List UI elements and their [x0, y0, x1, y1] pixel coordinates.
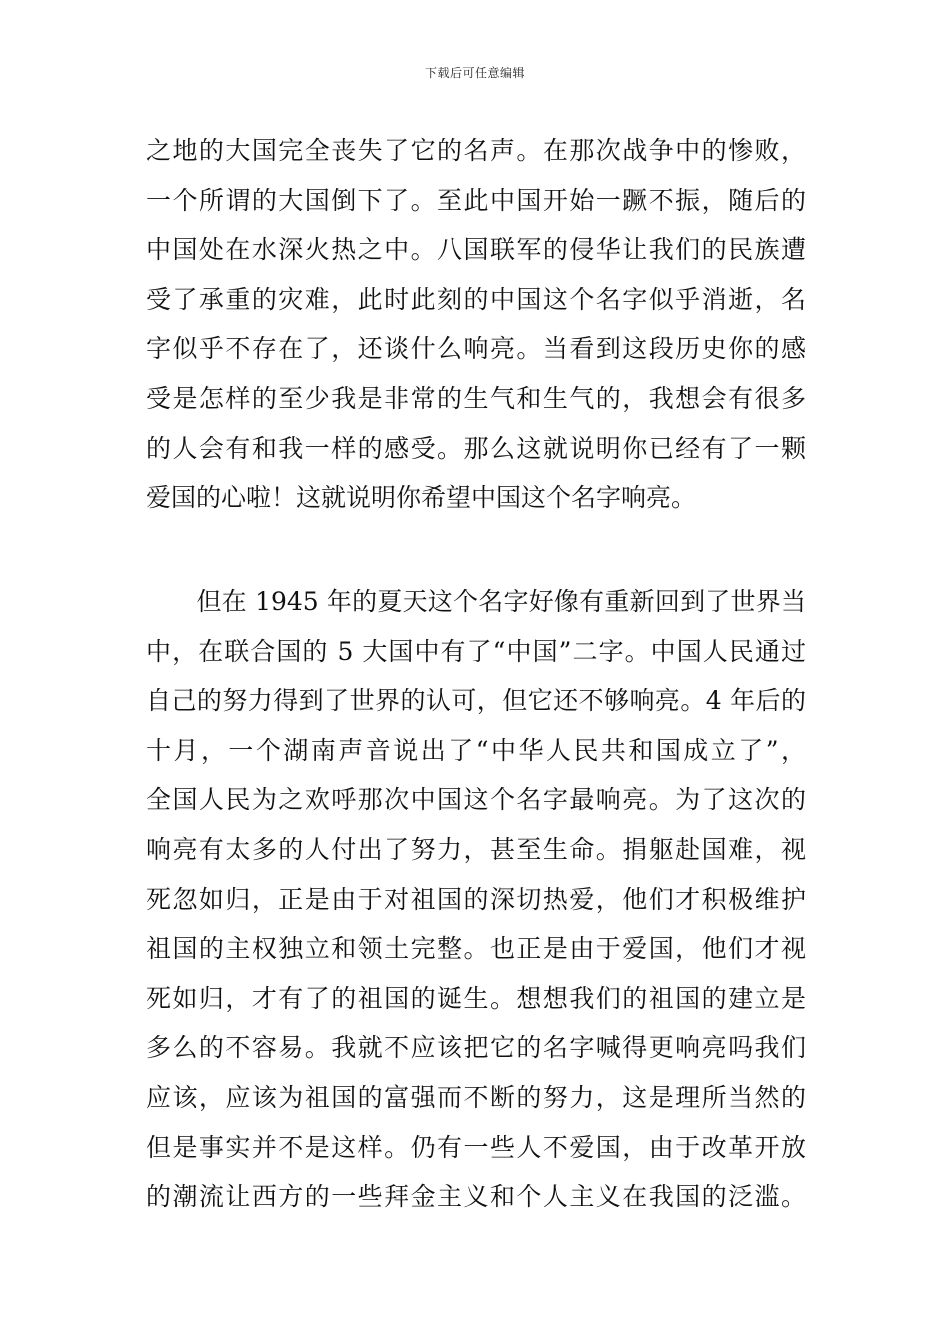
- text-line: 十月，一个湖南声音说出了“中华人民共和国成立了”，: [146, 735, 806, 765]
- text-line: 应该，应该为祖国的富强而不断的努力，这是理所当然的: [146, 1082, 806, 1112]
- text-line: 受是怎样的至少我是非常的生气和生气的，我想会有很多: [146, 383, 806, 413]
- text-line: 祖国的主权独立和领土完整。也正是由于爱国，他们才视: [146, 934, 806, 964]
- paragraph-2: [146, 577, 806, 1222]
- text-line: 中，在联合国的 5 大国中有了“中国”二字。中国人民通过: [146, 636, 806, 666]
- text-line: 响亮有太多的人付出了努力，甚至生命。捐躯赴国难，视: [146, 834, 806, 864]
- text-line: 一个所谓的大国倒下了。至此中国开始一蹶不振，随后的: [146, 185, 806, 215]
- text-line: 自己的努力得到了世界的认可，但它还不够响亮。4 年后的: [146, 686, 806, 716]
- text-line: 的人会有和我一样的感受。那么这就说明你已经有了一颗: [146, 433, 806, 463]
- paragraph-1: [146, 126, 806, 523]
- text-line: 的潮流让西方的一些拜金主义和个人主义在我国的泛滥。: [146, 1182, 806, 1212]
- text-line: 但在 1945 年的夏天这个名字好像有重新回到了世界当: [146, 587, 806, 616]
- text-line: 受了承重的灾难，此时此刻的中国这个名字似乎消逝，名: [146, 284, 806, 314]
- text-line: 多么的不容易。我就不应该把它的名字喊得更响亮吗我们: [146, 1033, 806, 1063]
- text-line: 但是事实并不是这样。仍有一些人不爱国，由于改革开放: [146, 1132, 806, 1162]
- text-line: 之地的大国完全丧失了它的名声。在那次战争中的惨败，: [146, 136, 806, 165]
- text-line: 爱国的心啦！这就说明你希望中国这个名字响亮。: [146, 483, 697, 513]
- text-line: 死忽如归，正是由于对祖国的深切热爱，他们才积极维护: [146, 884, 806, 914]
- text-line: 死如归，才有了的祖国的诞生。想想我们的祖国的建立是: [146, 983, 806, 1013]
- text-line: 全国人民为之欢呼那次中国这个名字最响亮。为了这次的: [146, 785, 806, 815]
- page-header: 下载后可任意编辑: [424, 66, 525, 80]
- text-line: 中国处在水深火热之中。八国联军的侵华让我们的民族遭: [146, 235, 806, 265]
- text-line: 字似乎不存在了，还谈什么响亮。当看到这段历史你的感: [146, 334, 806, 364]
